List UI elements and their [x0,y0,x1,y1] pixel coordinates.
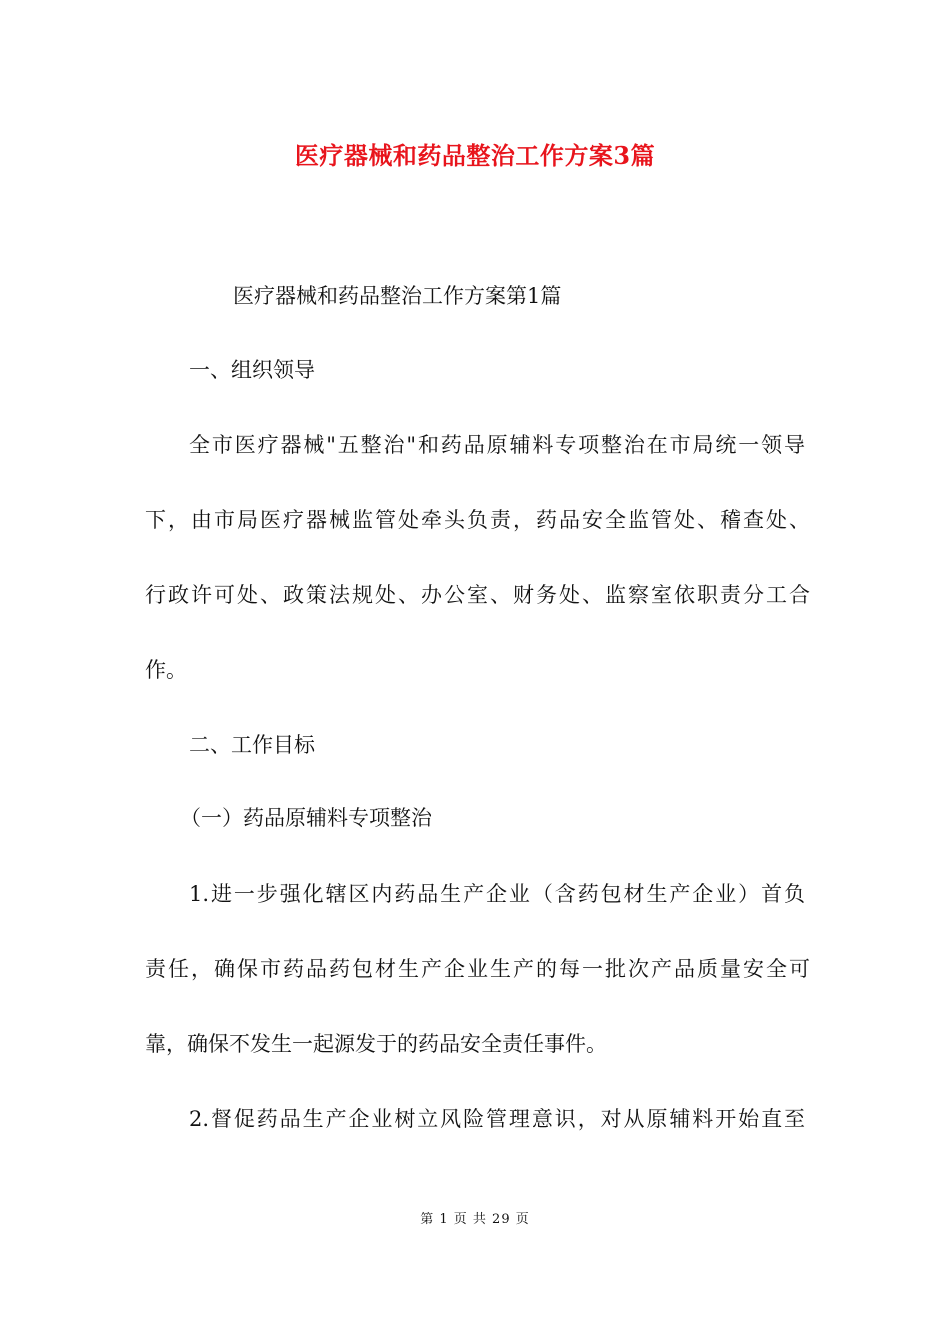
paragraph-line: 责任，确保市药品药包材生产企业生产的每一批次产品质量安全可 [145,957,810,981]
paragraph-line: 下，由市局医疗器械监管处牵头负责，药品安全监管处、稽查处、 [145,508,810,532]
heading-organization: 一、组织领导 [189,358,315,382]
paragraph-line: 靠，确保不发生一起源发于的药品安全责任事件。 [145,1032,607,1056]
paragraph-line: 1.进一步强化辖区内药品生产企业（含药包材生产企业）首负 [189,882,805,906]
paragraph-line: 作。 [145,658,187,682]
page-number-footer: 第 1 页 共 29 页 [420,1212,530,1227]
section-heading-part1: 医疗器械和药品整治工作方案第1篇 [233,284,562,308]
paragraph-line: 2.督促药品生产企业树立风险管理意识，对从原辅料开始直至 [189,1107,805,1131]
paragraph-line: 行政许可处、政策法规处、办公室、财务处、监察室依职责分工合 [145,583,810,607]
document-title: 医疗器械和药品整治工作方案3篇 [294,141,656,170]
paragraph-line: 全市医疗器械"五整治"和药品原辅料专项整治在市局统一领导 [189,433,805,457]
subheading-raw-materials: （一）药品原辅料专项整治 [180,806,432,830]
heading-work-goals: 二、工作目标 [189,733,315,757]
